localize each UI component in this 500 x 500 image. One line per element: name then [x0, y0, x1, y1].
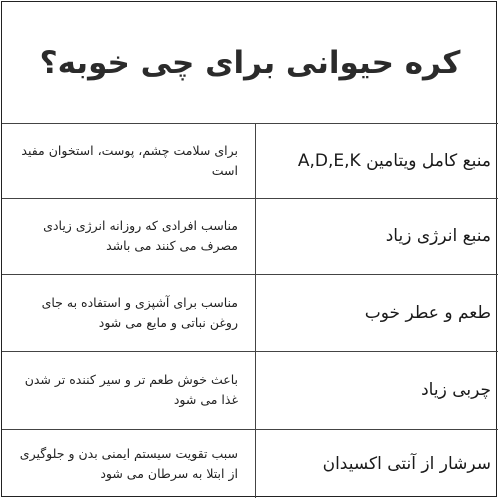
description-cell	[12, 123, 248, 198]
benefit-label: منبع انرژی زیاد	[385, 226, 491, 246]
table-row	[2, 274, 498, 351]
benefit-cell	[259, 123, 491, 198]
table-row	[2, 351, 498, 429]
table-frame	[1, 1, 497, 497]
title-area	[2, 2, 498, 123]
description-cell	[12, 198, 248, 274]
table-row	[2, 198, 498, 274]
description-text: سبب تقویت سیستم ایمنی بدن و جلوگیری از ابتلا به سرطان می شود	[19, 445, 238, 481]
description-cell	[12, 274, 248, 351]
benefit-cell	[259, 351, 491, 429]
benefit-cell	[259, 274, 491, 351]
table-row	[2, 123, 498, 198]
description-text: برای سلامت چشم، پوست، استخوان مفید است	[21, 142, 238, 178]
description-text: مناسب افرادی که روزانه انرژی زیادی مصرف می کنند می باشد	[43, 218, 238, 253]
page-title: کره حیوانی برای چی خوبه؟	[39, 44, 461, 81]
table-row	[2, 429, 498, 498]
benefit-label: چربی زیاد	[421, 380, 491, 400]
description-cell	[12, 429, 248, 498]
benefit-label: منبع کامل ویتامین A,D,E,K	[297, 150, 491, 171]
benefit-label: طعم و عطر خوب	[364, 302, 491, 323]
description-text: مناسب برای آشپزی و استفاده به جای روغن نباتی و مایع می شود	[41, 294, 238, 330]
benefit-cell	[259, 198, 491, 274]
benefit-label: سرشار از آنتی اکسیدان	[322, 453, 491, 474]
benefit-cell	[259, 429, 491, 498]
description-cell	[12, 351, 248, 429]
description-text: باعث خوش طعم تر و سیر کننده تر شدن غذا می شود	[24, 372, 238, 407]
